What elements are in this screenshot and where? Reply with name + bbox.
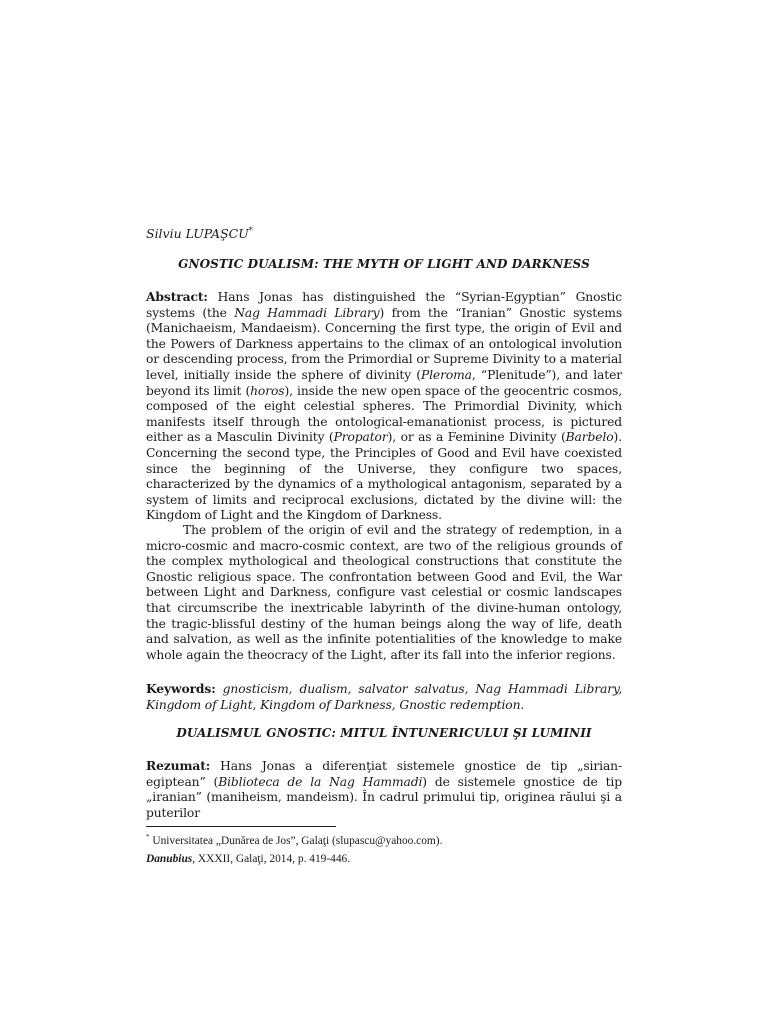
abstract-body: [146, 290, 622, 522]
italic-run: Nag Hammadi Library: [234, 305, 380, 320]
text-run: ) de sistemele gnostice de tip „iranian” (maniheism, mandeism). În cadrul primului tip, originea răului şi a puterilor: [146, 774, 622, 820]
romanian-title: DUALISMUL GNOSTIC: MITUL ÎNTUNERICULUI ŞI LUMINII: [176, 726, 592, 740]
italic-run: Pleroma: [420, 367, 472, 382]
italic-run: Barbelo: [565, 430, 614, 445]
abstract-label: Abstract:: [146, 289, 208, 304]
journal-name: Danubius: [146, 853, 193, 865]
footnote-text: Universitatea „Dunărea de Jos”, Galaţi (slupascu@yahoo.com).: [149, 834, 443, 847]
abstract-paragraph: [146, 289, 622, 524]
keywords-paragraph: [146, 681, 622, 713]
keywords-label: Keywords:: [146, 681, 216, 696]
italic-run: Propator: [333, 430, 388, 445]
text-run: ). Concerning the second type, the Principles of Good and Evil have coexisted since the beginning of the Universe, they configure two spaces, characterized by the dynamics of a mythological antagonism, separated by a system of limits and reciprocal exclusions, dictated by the divine will: the Kingdom of Light and the Kingdom of Darkness.: [146, 430, 622, 523]
rezumat-body: [146, 759, 622, 820]
text-run: Hans Jonas a diferenţiat sistemele gnostice de tip „sirian-egiptean” (: [146, 759, 622, 789]
journal-citation: [146, 853, 622, 865]
text-run: ) from the “Iranian” Gnostic systems (Manichaeism, Mandaeism). Concerning the first type, the origin of Evil and the Powers of Darkness appertains to the climax of an ontological involution or descending process, from the Primordial or Supreme Divinity to a material level, initially inside the sphere of divinity (: [146, 305, 623, 382]
author-line: [146, 226, 622, 241]
text-run: , “Plenitude”), and later beyond its limit (: [146, 367, 623, 398]
rezumat-label: Rezumat:: [146, 758, 211, 773]
italic-run: Biblioteca de la Nag Hammadi: [218, 774, 423, 789]
author-footnote-mark: *: [248, 226, 253, 235]
article-title: GNOSTIC DUALISM: THE MYTH OF LIGHT AND DARKNESS: [178, 257, 590, 271]
keywords-text: gnosticism, dualism, salvator salvatus, Nag Hammadi Library, Kingdom of Light, Kingdom of Darkness, Gnostic redemption.: [146, 682, 623, 712]
footnote-mark: *: [146, 833, 150, 841]
text-run: ), inside the new open space of the geocentric cosmos, composed of the eight celestial spheres. The Primordial Divinity, which manifests itself through the ontological-emanationist process, is pictured either as a Masculin Divinity (: [146, 383, 622, 445]
footnote-rule: [146, 826, 336, 827]
text-run: Hans Jonas has distinguished the “Syrian-Egyptian” Gnostic systems (the: [146, 290, 622, 320]
citation-details: , XXXII, Galaţi, 2014, p. 419-446.: [192, 853, 351, 865]
italic-run: horos: [250, 383, 285, 398]
author-name: Silviu LUPAŞCU: [146, 226, 249, 242]
text-run: ), or as a Feminine Divinity (: [387, 430, 566, 445]
footnote: [146, 833, 622, 847]
abstract-paragraph-2: The problem of the origin of evil and the strategy of redemption, in a micro-cosmic and macro-cosmic context, are two of the religious grounds of the complex mythological and theological constructions that constitute the Gnostic religious space. The confrontation between Good and Evil, the War between Light and Darkness, configure vast celestial or cosmic landscapes that circumscribe the inextricable labyrinth of the divine-human ontology, the tragic-blissful destiny of the human beings along the way of life, death and salvation, as well as the infinite potentialities of the knowledge to make whole again the theocracy of the Light, after its fall into the inferior regions.: [146, 523, 622, 662]
rezumat-paragraph: [146, 758, 622, 821]
